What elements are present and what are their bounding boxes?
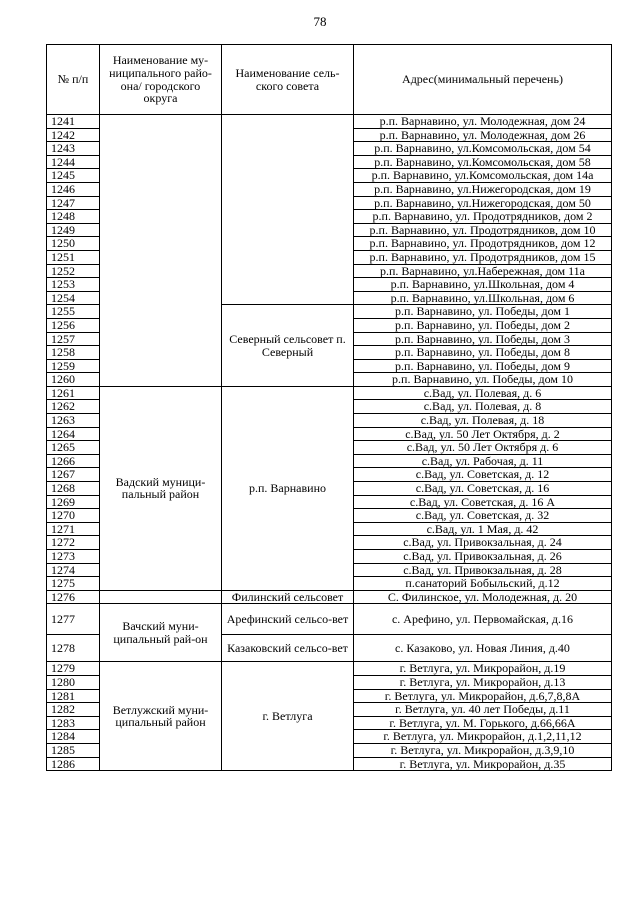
row-number: 1270 — [47, 509, 100, 523]
row-number: 1271 — [47, 522, 100, 536]
row-address: р.п. Варнавино, ул. Продотрядников, дом 15 — [354, 250, 612, 264]
row-address: п.санаторий Бобыльский, д.12 — [354, 577, 612, 591]
page-number: 78 — [313, 14, 327, 29]
row-number: 1259 — [47, 359, 100, 373]
row-number: 1279 — [47, 662, 100, 676]
row-address: г. Ветлуга, ул. Микрорайон, д.19 — [354, 662, 612, 676]
row-address: с.Вад, ул. Советская, д. 32 — [354, 509, 612, 523]
row-number: 1269 — [47, 495, 100, 509]
row-address: р.п. Варнавино, ул. Победы, дом 2 — [354, 318, 612, 332]
row-number: 1248 — [47, 210, 100, 224]
row-number: 1280 — [47, 675, 100, 689]
row-number: 1266 — [47, 454, 100, 468]
row-address: р.п. Варнавино, ул. Продотрядников, дом 10 — [354, 223, 612, 237]
row-number: 1244 — [47, 155, 100, 169]
table-row — [47, 662, 612, 676]
row-number: 1255 — [47, 305, 100, 319]
row-number: 1278 — [47, 635, 100, 662]
row-number: 1257 — [47, 332, 100, 346]
row-address: г. Ветлуга, ул. Микрорайон, д.6,7,8,8А — [354, 689, 612, 703]
row-address: р.п. Варнавино, ул. Молодежная, дом 24 — [354, 115, 612, 129]
row-address: р.п. Варнавино, ул. Победы, дом 1 — [354, 305, 612, 319]
table-row — [47, 604, 612, 635]
row-address: р.п. Варнавино, ул.Комсомольская, дом 54 — [354, 142, 612, 156]
table-header-row — [47, 45, 612, 115]
row-address: с.Вад, ул. 50 Лет Октября, д. 2 — [354, 427, 612, 441]
district-cell: Вадский муници-пальный район — [100, 386, 222, 590]
table-body — [47, 115, 612, 771]
row-number: 1261 — [47, 386, 100, 400]
district-cell — [100, 115, 222, 387]
row-address: г. Ветлуга, ул. Микрорайон, д.13 — [354, 675, 612, 689]
row-number: 1274 — [47, 563, 100, 577]
row-number: 1273 — [47, 550, 100, 564]
row-number: 1246 — [47, 182, 100, 196]
row-number: 1282 — [47, 703, 100, 717]
row-address: р.п. Варнавино, ул. Продотрядников, дом 2 — [354, 210, 612, 224]
row-address: с.Вад, ул. 50 Лет Октября д. 6 — [354, 441, 612, 455]
district-cell: Ветлужский муни-ципальный район — [100, 662, 222, 771]
row-number: 1286 — [47, 757, 100, 771]
council-cell: Филинский сельсовет — [222, 590, 354, 604]
row-number: 1283 — [47, 716, 100, 730]
row-number: 1281 — [47, 689, 100, 703]
row-number: 1272 — [47, 536, 100, 550]
row-address: с.Вад, ул. Советская, д. 16 — [354, 482, 612, 496]
row-address: р.п. Варнавино, ул. Молодежная, дом 26 — [354, 128, 612, 142]
row-number: 1254 — [47, 291, 100, 305]
header-district: Наименование му-ниципального райо-она/ городского округа — [100, 45, 222, 115]
table-row — [47, 115, 612, 129]
row-address: с.Вад, ул. Привокзальная, д. 26 — [354, 550, 612, 564]
row-address: с. Казаково, ул. Новая Линия, д.40 — [354, 635, 612, 662]
row-address: с.Вад, ул. Полевая, д. 8 — [354, 400, 612, 414]
row-address: р.п. Варнавино, ул. Победы, дом 9 — [354, 359, 612, 373]
row-address: р.п. Варнавино, ул. Победы, дом 8 — [354, 346, 612, 360]
council-cell: Северный сельсовет п. Северный — [222, 305, 354, 387]
table-row — [47, 386, 612, 400]
row-number: 1268 — [47, 482, 100, 496]
row-address: р.п. Варнавино, ул.Набережная, дом 11а — [354, 264, 612, 278]
row-address: с.Вад, ул. 1 Мая, д. 42 — [354, 522, 612, 536]
row-address: с.Вад, ул. Полевая, д. 6 — [354, 386, 612, 400]
row-number: 1284 — [47, 730, 100, 744]
row-number: 1262 — [47, 400, 100, 414]
row-number: 1285 — [47, 743, 100, 757]
row-address: р.п. Варнавино, ул. Победы, дом 3 — [354, 332, 612, 346]
row-number: 1242 — [47, 128, 100, 142]
row-number: 1245 — [47, 169, 100, 183]
header-num: № п/п — [47, 45, 100, 115]
row-address: г. Ветлуга, ул. Микрорайон, д.35 — [354, 757, 612, 771]
district-cell — [100, 590, 222, 604]
row-number: 1277 — [47, 604, 100, 635]
row-address: с.Вад, ул. Полевая, д. 18 — [354, 414, 612, 428]
row-address: с.Вад, ул. Советская, д. 12 — [354, 468, 612, 482]
district-cell: Вачский муни-ципальный рай-он — [100, 604, 222, 662]
row-address: р.п. Варнавино, ул. Победы, дом 10 — [354, 373, 612, 387]
row-address: р.п. Варнавино, ул. Продотрядников, дом 12 — [354, 237, 612, 251]
row-number: 1264 — [47, 427, 100, 441]
row-number: 1276 — [47, 590, 100, 604]
row-address: с.Вад, ул. Советская, д. 16 А — [354, 495, 612, 509]
header-council: Наименование сель-ского совета — [222, 45, 354, 115]
row-number: 1249 — [47, 223, 100, 237]
row-number: 1251 — [47, 250, 100, 264]
row-address: с.Вад, ул. Привокзальная, д. 24 — [354, 536, 612, 550]
row-address: с. Арефино, ул. Первомайская, д.16 — [354, 604, 612, 635]
row-number: 1267 — [47, 468, 100, 482]
row-number: 1243 — [47, 142, 100, 156]
row-address: с.Вад, ул. Привокзальная, д. 28 — [354, 563, 612, 577]
header-address: Адрес(минимальный перечень) — [354, 45, 612, 115]
row-address: р.п. Варнавино, ул.Нижегородская, дом 19 — [354, 182, 612, 196]
row-number: 1250 — [47, 237, 100, 251]
council-cell: Казаковский сельсо-вет — [222, 635, 354, 662]
row-number: 1252 — [47, 264, 100, 278]
table-row — [47, 590, 612, 604]
row-number: 1258 — [47, 346, 100, 360]
row-address: р.п. Варнавино, ул.Комсомольская, дом 58 — [354, 155, 612, 169]
row-address: р.п. Варнавино, ул.Школьная, дом 4 — [354, 278, 612, 292]
council-cell — [222, 115, 354, 305]
row-address: с.Вад, ул. Рабочая, д. 11 — [354, 454, 612, 468]
row-address: г. Ветлуга, ул. Микрорайон, д.1,2,11,12 — [354, 730, 612, 744]
council-cell: г. Ветлуга — [222, 662, 354, 771]
council-cell: р.п. Варнавино — [222, 386, 354, 590]
row-address: С. Филинское, ул. Молодежная, д. 20 — [354, 590, 612, 604]
council-cell: Арефинский сельсо-вет — [222, 604, 354, 635]
row-number: 1263 — [47, 414, 100, 428]
row-address: р.п. Варнавино, ул.Комсомольская, дом 14а — [354, 169, 612, 183]
row-number: 1265 — [47, 441, 100, 455]
address-table — [46, 44, 612, 771]
row-number: 1275 — [47, 577, 100, 591]
row-number: 1256 — [47, 318, 100, 332]
row-number: 1253 — [47, 278, 100, 292]
row-address: р.п. Варнавино, ул.Нижегородская, дом 50 — [354, 196, 612, 210]
row-address: г. Ветлуга, ул. Микрорайон, д.3,9,10 — [354, 743, 612, 757]
row-number: 1241 — [47, 115, 100, 129]
row-number: 1247 — [47, 196, 100, 210]
row-number: 1260 — [47, 373, 100, 387]
row-address: г. Ветлуга, ул. М. Горького, д.66,66А — [354, 716, 612, 730]
row-address: г. Ветлуга, ул. 40 лет Победы, д.11 — [354, 703, 612, 717]
row-address: р.п. Варнавино, ул.Школьная, дом 6 — [354, 291, 612, 305]
